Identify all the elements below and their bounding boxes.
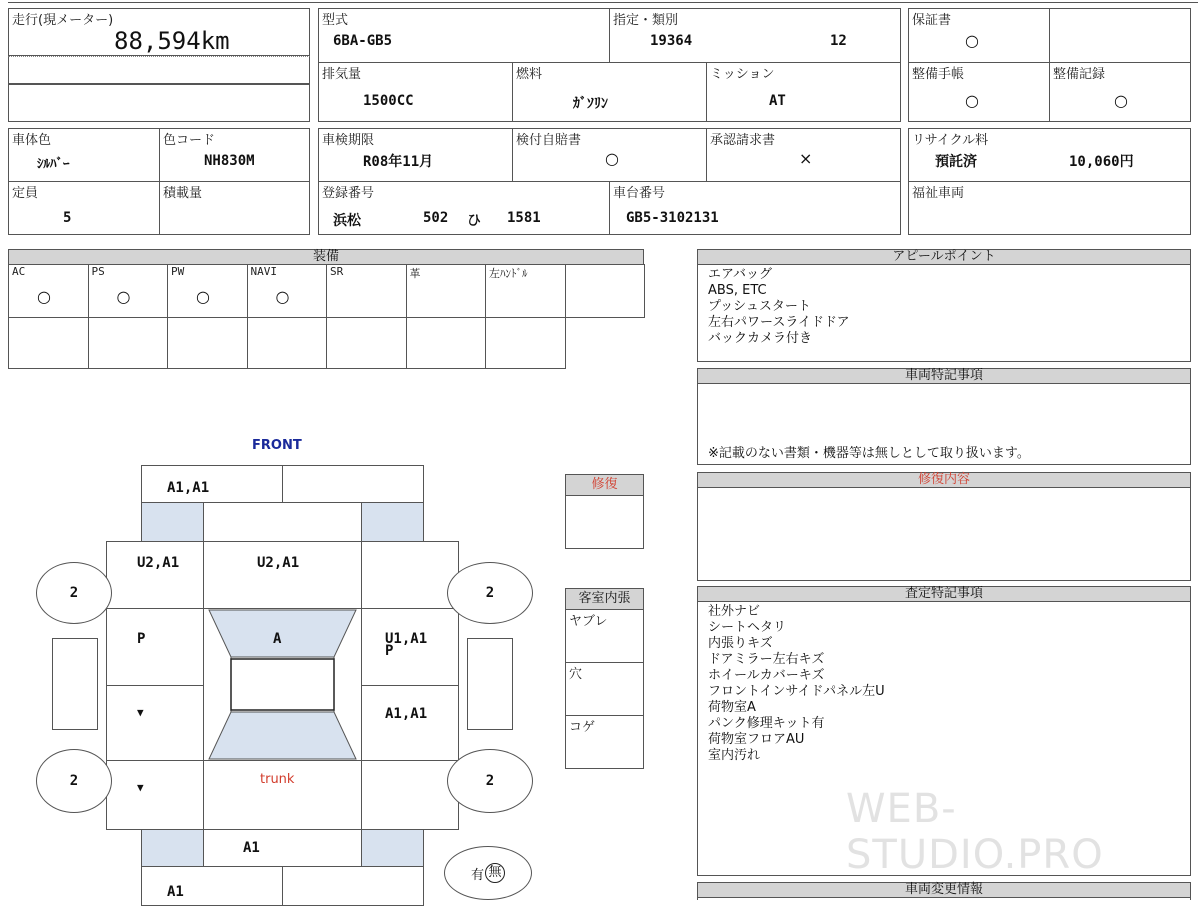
left-front-door (106, 608, 204, 686)
equipment-cell (485, 264, 566, 318)
fuel-label: 燃料 (516, 67, 543, 82)
equipment-label: AC (12, 265, 26, 278)
recycle-cell (908, 128, 1191, 182)
trunk-panel (203, 760, 362, 830)
equipment-empty-cell (485, 317, 566, 369)
equipment-empty-cell (167, 317, 248, 369)
body-color-value: ｼﾙﾊﾞｰ (37, 157, 70, 172)
displacement-label: 排気量 (322, 67, 362, 82)
equipment-label: PS (91, 265, 105, 278)
left-quarter-panel (106, 760, 204, 830)
hood (203, 541, 362, 609)
left-rear-door-value: ▼ (137, 706, 144, 719)
capacity-cell (8, 181, 160, 235)
note-line: シートヘタリ (708, 620, 787, 635)
equipment-empty-cell (247, 317, 328, 369)
body-color-label: 車体色 (12, 133, 52, 148)
displacement-value: 1500CC (363, 93, 414, 109)
front-bumper-left (141, 465, 283, 503)
equipment-cell (8, 264, 89, 318)
left-front-fender-value: U2,A1 (137, 555, 180, 571)
note-line: ABS, ETC (708, 283, 767, 298)
mileage-label: 走行(現メーター) (12, 13, 114, 28)
appeal-lines (708, 267, 850, 347)
equipment-cell (326, 264, 407, 318)
interior-title: 客室内張 (565, 588, 644, 610)
assessment-lines (708, 604, 885, 764)
interior-label: コゲ (569, 720, 596, 735)
equipment-empty-cell (88, 317, 169, 369)
fuel-value: ｶﾞｿﾘﾝ (573, 96, 608, 112)
interior-row (565, 715, 644, 769)
right-front-door (361, 608, 459, 686)
left-quarter-value: ▼ (137, 781, 144, 794)
designation-label: 指定・類別 (613, 13, 679, 28)
chassis-label: 車台番号 (613, 186, 666, 201)
capacity-label: 定員 (12, 186, 39, 201)
capacity-value: 5 (63, 210, 72, 226)
equipment-label: PW (171, 265, 185, 278)
welfare-cell (908, 181, 1191, 235)
note-line: エアバッグ (708, 267, 772, 282)
right-front-fender-value-1: U1,A1 (385, 631, 428, 647)
load-capacity-cell (159, 181, 310, 235)
equipment-value: ○ (37, 287, 51, 306)
equipment-empty-cell (8, 317, 89, 369)
rear-left-pillar (141, 829, 204, 867)
roof (231, 657, 334, 712)
registration-kana: ひ (467, 213, 481, 229)
rear-bumper-right (282, 866, 424, 906)
chassis-cell (609, 181, 901, 235)
tire-rear-left: 2 (36, 749, 112, 813)
rear-glass (209, 712, 356, 759)
color-code-cell (159, 128, 310, 182)
equipment-value: ○ (275, 287, 290, 306)
left-mirror (52, 638, 98, 730)
registration-number: 1581 (507, 210, 541, 226)
note-line: 荷物室A (708, 700, 756, 715)
chassis-value: GB5-3102131 (626, 210, 719, 226)
inspection-expiry-label: 車検期限 (322, 133, 375, 148)
vehicle-changes-title: 車両変更情報 (697, 882, 1191, 898)
inspection-expiry-cell (318, 128, 513, 182)
tire-front-right: 2 (447, 562, 533, 624)
equipment-label: SR (330, 265, 344, 278)
mileage-extra-cell-1 (8, 56, 310, 84)
equipment-label: 革 (409, 267, 421, 280)
note-line: 室内汚れ (708, 748, 761, 763)
insurance-value: ○ (605, 149, 619, 168)
note-line: フロントインサイドパネル左U (708, 684, 885, 699)
displacement-cell (318, 62, 513, 122)
rear-right-pillar (361, 829, 424, 867)
tire-front-left: 2 (36, 562, 112, 624)
insurance-label: 検付自賠書 (516, 133, 582, 148)
note-line: バックカメラ付き (708, 331, 813, 346)
recycle-status: 預託済 (935, 154, 977, 170)
transmission-cell (706, 62, 901, 122)
transmission-label: ミッション (710, 67, 775, 82)
assessment-title: 査定特記事項 (697, 586, 1191, 602)
spare-tire-indicator (444, 846, 532, 900)
right-rear-door (361, 685, 459, 761)
load-capacity-label: 積載量 (163, 186, 203, 201)
rear-panel (203, 829, 362, 867)
appeal-box (697, 264, 1191, 362)
equipment-value: ○ (116, 287, 131, 306)
equipment-label: 左ﾊﾝﾄﾞﾙ (489, 267, 528, 280)
service-book-cell (908, 62, 1050, 122)
vehicle-notes-box (697, 383, 1191, 465)
equipment-cell (88, 264, 169, 318)
equipment-label: NAVI (250, 265, 277, 278)
tire-rear-right: 2 (447, 749, 533, 813)
right-quarter-panel (361, 760, 459, 830)
service-record-value: ○ (1114, 91, 1128, 110)
fuel-cell (512, 62, 707, 122)
repair-box (565, 495, 644, 549)
front-right-pillar (361, 502, 424, 542)
warranty-value: ○ (965, 31, 979, 50)
front-label: FRONT (252, 438, 302, 453)
windshield (209, 610, 356, 657)
spare-yes-label: 有 (470, 867, 484, 883)
note-line: ホイールカバーキズ (708, 668, 825, 683)
top-edge-line (8, 0, 1198, 3)
appeal-title: アピールポイント (697, 249, 1191, 265)
equipment-cell (167, 264, 248, 318)
spare-no-label: 無 (485, 863, 505, 883)
note-line: 荷物室フロアAU (708, 732, 805, 747)
approval-label: 承認請求書 (710, 133, 776, 148)
mileage-cell (8, 8, 310, 56)
front-center-panel (203, 502, 362, 542)
front-left-pillar (141, 502, 204, 542)
rear-panel-value: A1 (243, 840, 260, 856)
interior-label: ヤブレ (569, 614, 608, 629)
service-record-cell (1049, 62, 1191, 122)
right-front-fender (361, 541, 459, 609)
service-record-label: 整備記録 (1053, 67, 1106, 82)
hood-value: U2,A1 (257, 555, 300, 571)
registration-area: 浜松 (333, 213, 361, 229)
left-front-fender (106, 541, 204, 609)
watermark: WEB-STUDIO.PRO (846, 786, 1104, 878)
service-book-value: ○ (965, 91, 979, 110)
approval-value: × (799, 149, 813, 168)
repair-details-box (697, 487, 1191, 581)
left-rear-door (106, 685, 204, 761)
warranty-label: 保証書 (912, 13, 952, 28)
designation-value-2: 12 (830, 33, 847, 49)
interior-label: 穴 (569, 667, 583, 682)
right-front-fender-value-2: P (385, 643, 394, 659)
model-value: 6BA-GB5 (333, 33, 393, 49)
windshield-value: A (273, 631, 282, 647)
equipment-empty-cell (406, 317, 487, 369)
equipment-cell (565, 264, 646, 318)
interior-row (565, 662, 644, 716)
registration-class: 502 (423, 210, 449, 226)
warranty-cell (908, 8, 1050, 63)
equipment-cell (247, 264, 328, 318)
right-mirror (467, 638, 513, 730)
insurance-cell (512, 128, 707, 182)
recycle-amount: 10,060円 (1069, 154, 1134, 170)
note-line: ドアミラー左右キズ (708, 652, 825, 667)
trunk-label: trunk (260, 772, 295, 787)
body-color-cell (8, 128, 160, 182)
model-cell (318, 8, 610, 63)
registration-label: 登録番号 (322, 186, 375, 201)
registration-cell (318, 181, 610, 235)
note-line: 社外ナビ (708, 604, 761, 619)
welfare-label: 福祉車両 (912, 186, 965, 201)
rear-bumper-value: A1 (167, 884, 184, 900)
equipment-cell (406, 264, 487, 318)
vehicle-notes-footer: ※記載のない書類・機器等は無しとして取り扱います。 (708, 446, 1030, 461)
right-rear-door-value: A1,A1 (385, 706, 428, 722)
repair-details-title: 修復内容 (697, 472, 1191, 488)
vehicle-notes-title: 車両特記事項 (697, 368, 1191, 384)
color-code-value: NH830M (204, 153, 255, 169)
front-bumper-value: A1,A1 (167, 480, 210, 496)
color-code-label: 色コード (163, 133, 216, 148)
equipment-empty-cell (326, 317, 407, 369)
inspection-expiry-value: R08年11月 (363, 154, 434, 170)
approval-cell (706, 128, 901, 182)
rear-bumper-left (141, 866, 283, 906)
note-line: プッシュスタート (708, 299, 811, 314)
note-line: 左右パワースライドドア (708, 315, 850, 330)
warranty-extra-cell (1049, 8, 1191, 63)
interior-row (565, 609, 644, 663)
note-line: 内張りキズ (708, 636, 773, 651)
designation-value-1: 19364 (650, 33, 693, 49)
model-label: 型式 (322, 13, 349, 28)
glass-svg (203, 608, 362, 761)
mileage-extra-cell-2 (8, 84, 310, 122)
repair-label: 修復 (565, 474, 644, 496)
equipment-title: 装備 (8, 249, 644, 265)
designation-cell (609, 8, 901, 63)
transmission-value: AT (769, 93, 786, 109)
mileage-value: 88,594km (114, 27, 230, 55)
front-bumper-right (282, 465, 424, 503)
recycle-label: リサイクル料 (912, 133, 989, 148)
left-front-door-value: P (137, 631, 146, 647)
note-line: パンク修理キット有 (708, 716, 825, 731)
service-book-label: 整備手帳 (912, 67, 965, 82)
equipment-value: ○ (196, 287, 210, 306)
